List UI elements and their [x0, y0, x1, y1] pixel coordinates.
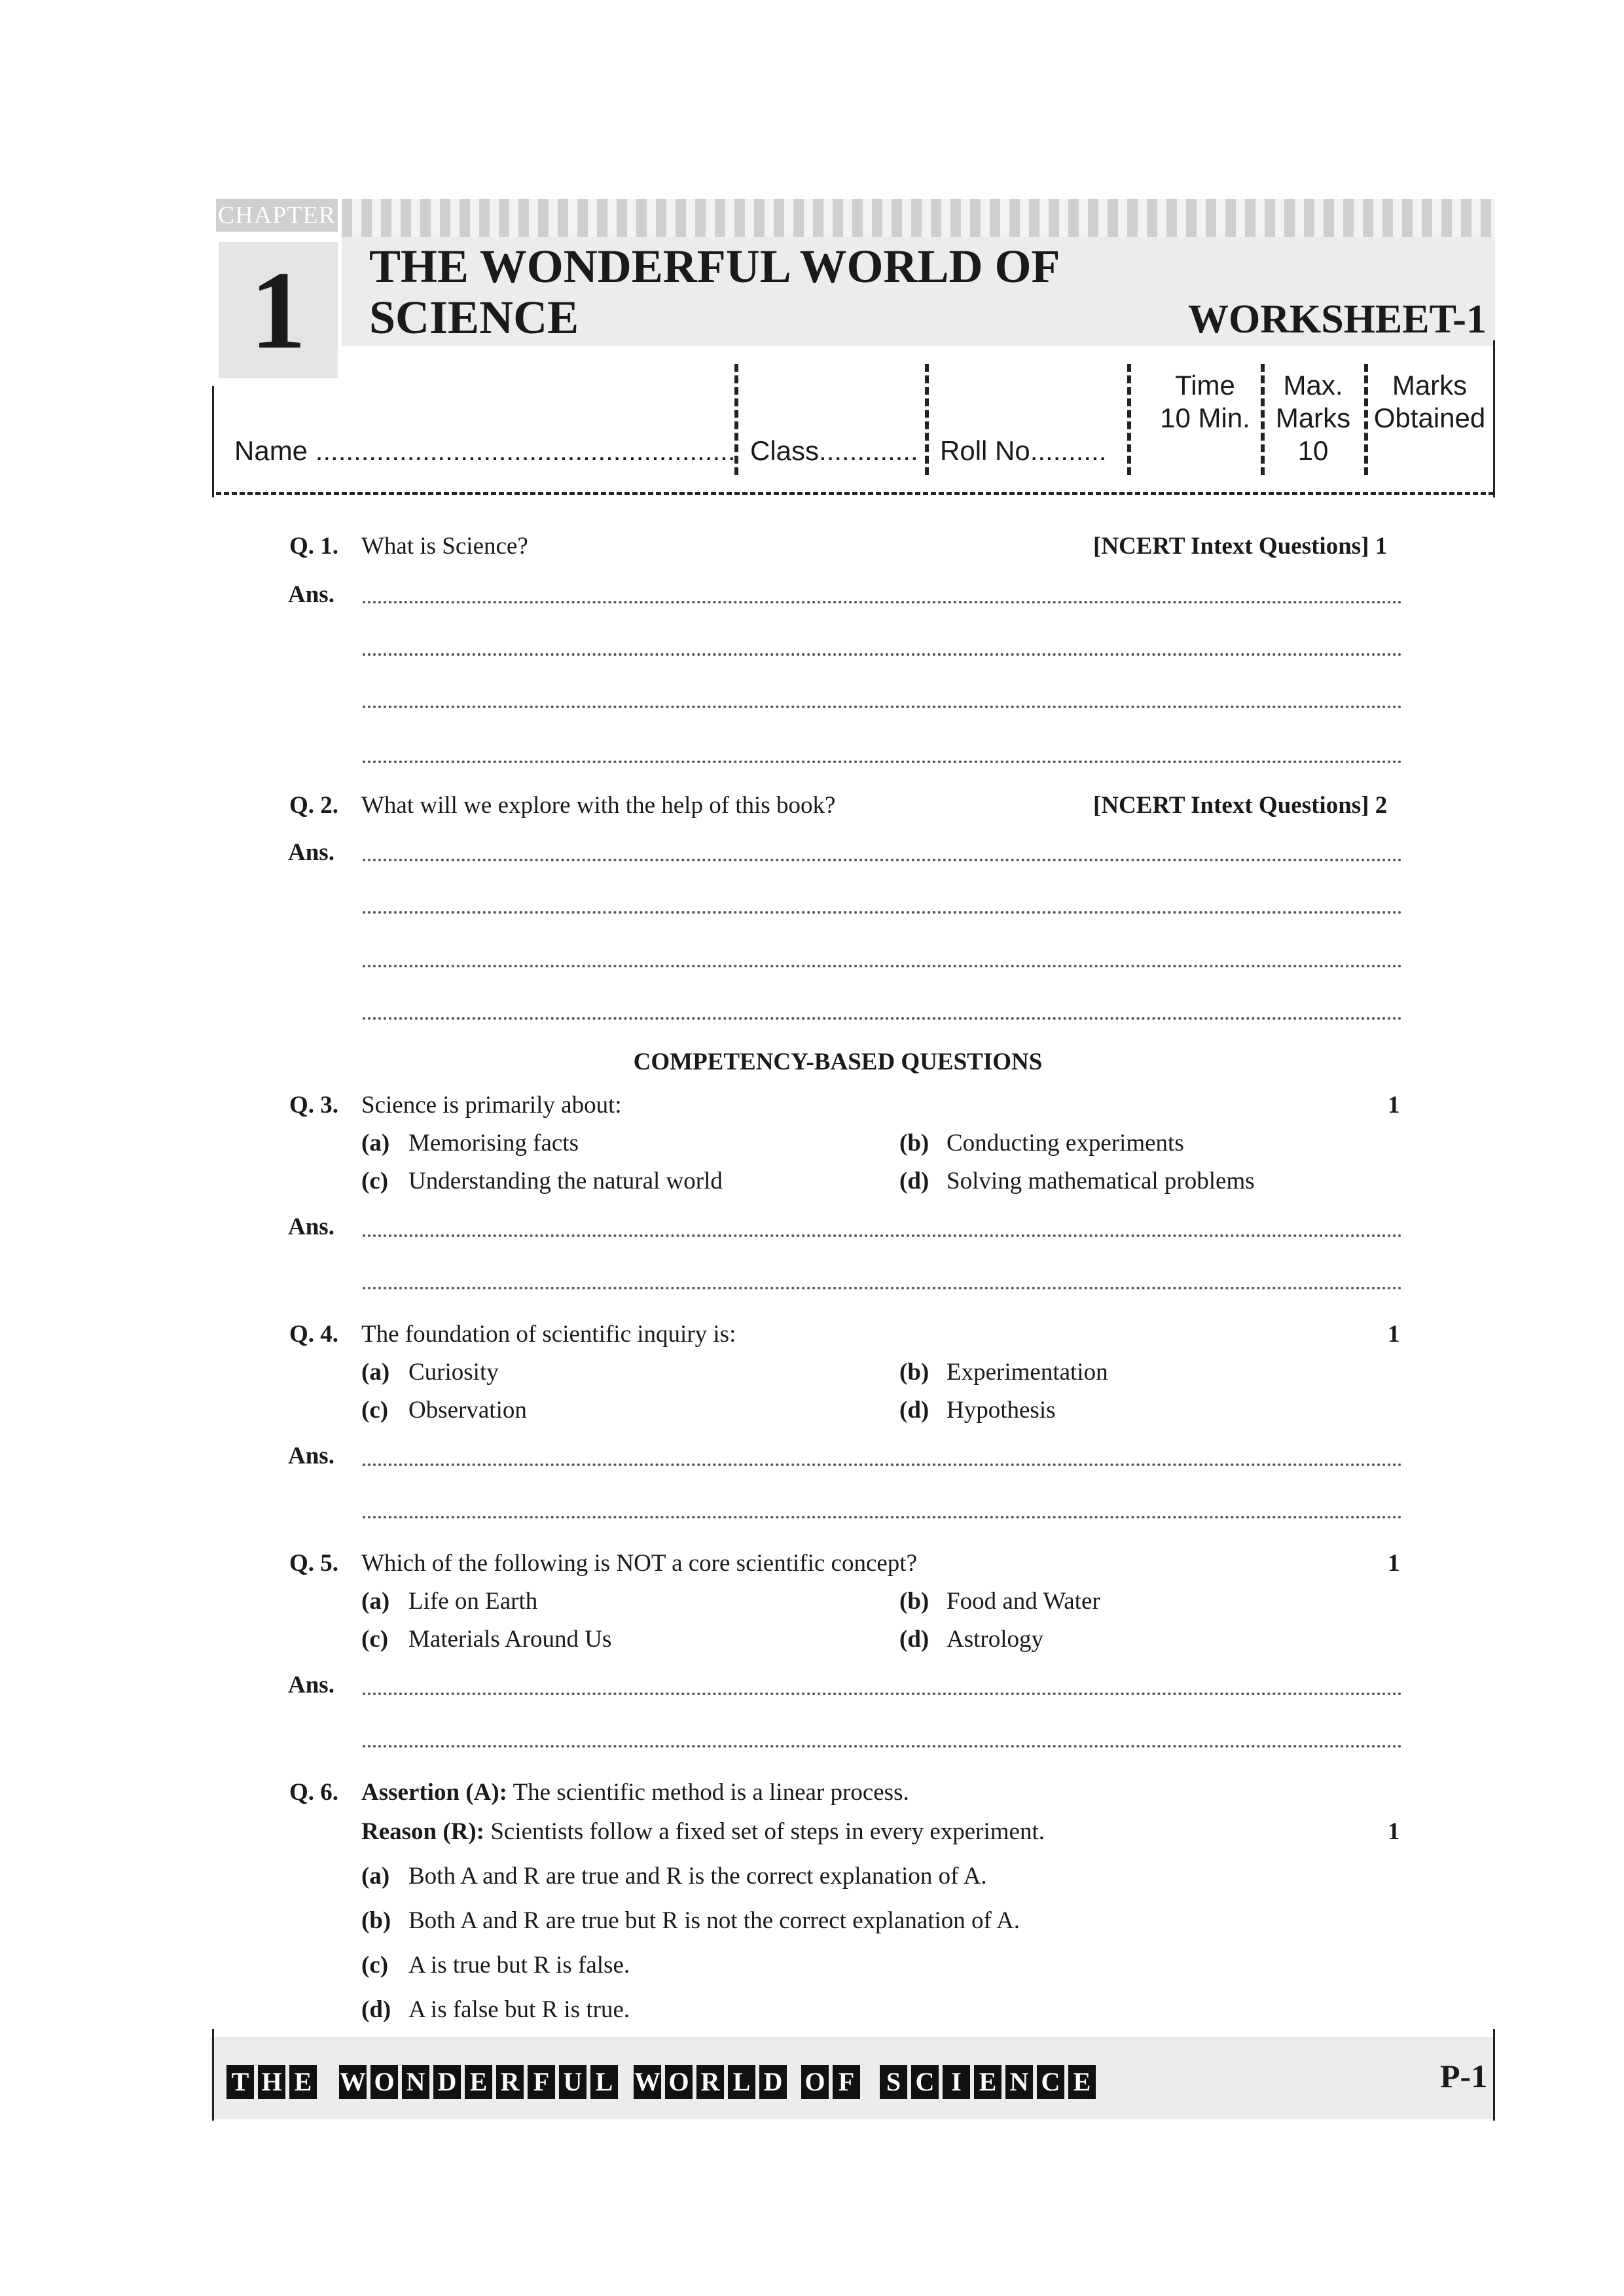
- footer-letter-tile: S: [880, 2065, 907, 2099]
- answer-line[interactable]: [363, 911, 1402, 914]
- question-number: Q. 5.: [289, 1550, 339, 1577]
- option-label: (d): [899, 1168, 929, 1194]
- max-label: Max.: [1283, 370, 1343, 401]
- footer-word: [339, 2065, 618, 2099]
- divider: [1127, 364, 1131, 475]
- question-text: Science is primarily about:: [361, 1092, 622, 1119]
- footer-word: [801, 2065, 860, 2099]
- option-label: (b): [361, 1907, 391, 1934]
- option-text[interactable]: Life on Earth: [408, 1588, 538, 1615]
- footer-letter-tile: R: [496, 2065, 524, 2099]
- option-label: (b): [899, 1130, 929, 1157]
- answer-line[interactable]: [363, 1287, 1402, 1289]
- option-label: (b): [899, 1359, 929, 1386]
- answer-line[interactable]: [363, 1516, 1402, 1518]
- footer-letter-tile: N: [1005, 2065, 1033, 2099]
- option-label: (c): [361, 1168, 389, 1194]
- question-marks: 1: [1388, 1321, 1400, 1348]
- option-label: (c): [361, 1952, 389, 1979]
- option-text[interactable]: Memorising facts: [408, 1130, 579, 1157]
- page-number: P-1: [1440, 2058, 1488, 2094]
- divider: [1261, 364, 1265, 475]
- footer-letter-tile: C: [1037, 2065, 1064, 2099]
- obtained-line-2: Obtained: [1373, 403, 1486, 433]
- answer-line[interactable]: [363, 1463, 1402, 1466]
- footer-letter-tile: D: [759, 2065, 787, 2099]
- footer-left-border: [212, 2029, 214, 2121]
- footer-letter-tile: T: [226, 2065, 254, 2099]
- option-label: (c): [361, 1626, 389, 1653]
- option-label: (a): [361, 1130, 390, 1157]
- footer-right-border: [1493, 2029, 1495, 2121]
- max-marks-value: 10: [1297, 435, 1329, 466]
- question-marks: 1: [1388, 1092, 1400, 1119]
- header-separator: [216, 492, 1494, 495]
- option-text[interactable]: A is true but R is false.: [408, 1952, 630, 1979]
- footer-letter-tile: E: [974, 2065, 1001, 2099]
- option-label: (a): [361, 1863, 390, 1890]
- question-number: Q. 4.: [289, 1321, 339, 1348]
- question-number: Q. 3.: [289, 1092, 339, 1119]
- divider: [1364, 364, 1368, 475]
- option-text[interactable]: Experimentation: [947, 1359, 1108, 1386]
- footer-letter-tile: F: [528, 2065, 555, 2099]
- footer-letter-tile: L: [728, 2065, 755, 2099]
- question-number: Q. 6.: [289, 1779, 339, 1806]
- right-border: [1493, 340, 1495, 497]
- obtained-line-1: Marks: [1392, 370, 1468, 401]
- question-marks: 1: [1388, 1818, 1400, 1845]
- time-label: Time: [1175, 370, 1235, 401]
- option-label: (a): [361, 1359, 390, 1386]
- footer-word: [634, 2065, 787, 2099]
- option-label: (d): [361, 1996, 391, 2023]
- option-label: (c): [361, 1397, 389, 1424]
- option-text[interactable]: Both A and R are true and R is the correct explanation of A.: [408, 1863, 987, 1890]
- answer-label: Ans.: [288, 581, 334, 608]
- header-stripes: [342, 199, 1495, 237]
- option-label: (d): [899, 1397, 929, 1424]
- reason-label: Reason (R):: [361, 1818, 485, 1845]
- footer-letter-tile: L: [590, 2065, 618, 2099]
- option-label: (b): [899, 1588, 929, 1615]
- question-tag: [NCERT Intext Questions] 2: [1093, 792, 1388, 819]
- question-text: What is Science?: [361, 533, 528, 560]
- footer-word: [880, 2065, 1096, 2099]
- footer-letter-tile: U: [559, 2065, 586, 2099]
- option-text[interactable]: Conducting experiments: [947, 1130, 1184, 1157]
- question-number: Q. 2.: [289, 792, 339, 819]
- answer-line[interactable]: [363, 601, 1402, 603]
- footer-letter-tile: W: [339, 2065, 367, 2099]
- assertion-line: [361, 1778, 909, 1808]
- answer-label: Ans.: [288, 1672, 334, 1698]
- reason-line: [361, 1817, 1045, 1847]
- assertion-label: Assertion (A):: [361, 1779, 507, 1806]
- question-number: Q. 1.: [289, 533, 339, 560]
- option-text[interactable]: A is false but R is true.: [408, 1996, 630, 2023]
- name-field[interactable]: Name .......................................................: [234, 435, 736, 466]
- footer-letter-tile: E: [465, 2065, 492, 2099]
- reason-text: Scientists follow a fixed set of steps in every experiment.: [490, 1818, 1045, 1845]
- question-text: What will we explore with the help of this book?: [361, 792, 836, 819]
- answer-line[interactable]: [363, 859, 1402, 861]
- marks-obtained-cell: [1371, 369, 1489, 435]
- option-label: (d): [899, 1626, 929, 1653]
- option-text[interactable]: Curiosity: [408, 1359, 499, 1386]
- worksheet-label: WORKSHEET-1: [1188, 297, 1487, 342]
- divider: [734, 364, 738, 475]
- footer-letter-tile: I: [943, 2065, 970, 2099]
- footer-letter-tile: O: [801, 2065, 829, 2099]
- question-marks: 1: [1388, 1550, 1400, 1577]
- chapter-title: [369, 241, 1060, 343]
- answer-line[interactable]: [363, 761, 1402, 763]
- section-heading: COMPETENCY-BASED QUESTIONS: [633, 1049, 1043, 1075]
- chapter-label: CHAPTER: [216, 199, 338, 232]
- assertion-text: The scientific method is a linear process.: [513, 1779, 909, 1806]
- left-border: [212, 386, 214, 497]
- answer-line[interactable]: [363, 1234, 1402, 1237]
- answer-line[interactable]: [363, 1693, 1402, 1695]
- answer-label: Ans.: [288, 839, 334, 866]
- answer-line[interactable]: [363, 1745, 1402, 1748]
- question-text: The foundation of scientific inquiry is:: [361, 1321, 736, 1348]
- footer-letter-tile: E: [289, 2065, 317, 2099]
- option-text[interactable]: Both A and R are true but R is not the correct explanation of A.: [408, 1907, 1020, 1934]
- option-text[interactable]: Astrology: [947, 1626, 1043, 1653]
- max-marks-cell: [1270, 369, 1356, 467]
- divider: [925, 364, 929, 475]
- footer-letter-tile: O: [370, 2065, 398, 2099]
- question-tag: [NCERT Intext Questions] 1: [1093, 533, 1388, 560]
- roll-number-field[interactable]: Roll No..........: [940, 435, 1107, 466]
- option-text[interactable]: Materials Around Us: [408, 1626, 612, 1653]
- footer-letter-tile: H: [258, 2065, 285, 2099]
- footer-letter-tile: C: [911, 2065, 939, 2099]
- footer-letter-tile: W: [634, 2065, 661, 2099]
- time-value: 10 Min.: [1160, 403, 1250, 433]
- option-text[interactable]: Food and Water: [947, 1588, 1100, 1615]
- marks-label: Marks: [1275, 403, 1351, 433]
- title-line-2: SCIENCE: [369, 291, 579, 344]
- footer-word: [226, 2065, 317, 2099]
- chapter-number: 1: [219, 242, 338, 378]
- footer-letter-tile: N: [402, 2065, 429, 2099]
- answer-label: Ans.: [288, 1443, 334, 1469]
- option-text[interactable]: Solving mathematical problems: [947, 1168, 1255, 1194]
- footer-letter-tile: D: [433, 2065, 461, 2099]
- answer-line[interactable]: [363, 1017, 1402, 1020]
- class-field[interactable]: Class.............: [750, 435, 918, 466]
- footer-letter-tile: F: [833, 2065, 860, 2099]
- answer-line[interactable]: [363, 965, 1402, 967]
- time-cell: [1143, 369, 1267, 435]
- option-text[interactable]: Hypothesis: [947, 1397, 1056, 1424]
- answer-label: Ans.: [288, 1213, 334, 1240]
- footer-letter-tile: R: [696, 2065, 724, 2099]
- answer-line[interactable]: [363, 653, 1402, 656]
- option-text[interactable]: Understanding the natural world: [408, 1168, 723, 1194]
- option-label: (a): [361, 1588, 390, 1615]
- title-line-1: THE WONDERFUL WORLD OF: [369, 240, 1060, 293]
- answer-line[interactable]: [363, 706, 1402, 708]
- option-text[interactable]: Observation: [408, 1397, 527, 1424]
- footer-letter-tile: E: [1068, 2065, 1096, 2099]
- footer-letter-tile: O: [665, 2065, 693, 2099]
- question-text: Which of the following is NOT a core scientific concept?: [361, 1550, 917, 1577]
